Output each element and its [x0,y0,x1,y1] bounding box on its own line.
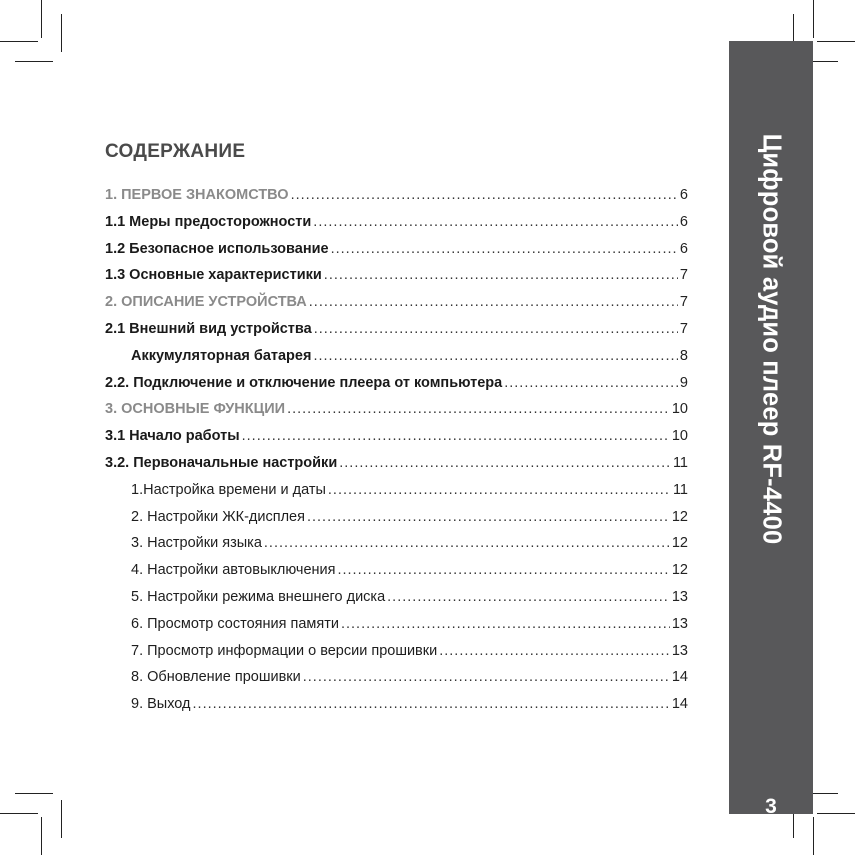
toc-entry-label: 9. Выход [131,696,191,713]
toc-entry-page: 8 [679,347,688,364]
toc-entry[interactable] [105,321,688,348]
table-of-contents [105,187,688,723]
toc-entry-page: 10 [671,401,688,418]
toc-entry-page: 6 [679,240,688,257]
toc-entry-label: 7. Просмотр информации о версии прошивки [131,642,438,659]
toc-entry-page: 13 [671,588,688,605]
crop-mark [813,0,814,38]
toc-entry-page: 12 [671,562,688,579]
page-number: 3 [765,795,777,818]
toc-entry[interactable] [105,696,688,723]
toc-entry-label: 2. Настройки ЖК-дисплея [131,508,305,525]
toc-entry[interactable] [105,616,688,643]
toc-entry[interactable] [105,428,688,455]
dot-leader [341,616,670,632]
toc-entry[interactable] [105,348,688,375]
toc-entry-page: 6 [679,213,688,230]
toc-entry[interactable] [105,187,688,214]
dot-leader [337,562,669,578]
toc-entry-label: 2.2. Подключение и отключение плеера от компьютера [105,374,503,391]
side-band [729,41,813,818]
toc-entry[interactable] [105,589,688,616]
toc-entry[interactable] [105,375,688,402]
crop-mark [61,800,62,838]
toc-entry-page: 12 [671,508,688,525]
toc-entry-label: 8. Обновление прошивки [131,669,301,686]
toc-entry[interactable] [105,267,688,294]
dot-leader [314,321,678,337]
toc-entry-page: 13 [671,615,688,632]
dot-leader [287,401,670,417]
toc-entry-page: 7 [679,294,688,311]
toc-entry[interactable] [105,214,688,241]
product-title: Цифровой аудио плеер RF-4400 [757,133,786,545]
toc-entry-label: 3.1 Начало работы [105,428,240,445]
toc-entry-page: 7 [679,320,688,337]
toc-entry-label: 1. ПЕРВОЕ ЗНАКОМСТВО [105,187,289,203]
dot-leader [291,187,678,203]
toc-entry-page: 10 [671,428,688,445]
dot-leader [439,643,670,659]
dot-leader [331,241,678,257]
toc-entry-page: 13 [671,642,688,659]
toc-entry-label: 3.2. Первоначальные настройки [105,454,338,471]
toc-entry-label: 5. Настройки режима внешнего диска [131,588,386,605]
toc-entry-label: 1.Настройка времени и даты [131,481,326,498]
toc-entry[interactable] [105,294,688,321]
dot-leader [309,294,678,310]
toc-entry-label: 4. Настройки автовыключения [131,562,336,579]
toc-entry-page: 14 [671,669,688,686]
toc-entry-label: 1.2 Безопасное использование [105,240,329,257]
toc-entry[interactable] [105,669,688,696]
crop-mark [15,61,53,62]
toc-entry-page: 11 [672,481,688,498]
dot-leader [387,589,670,605]
crop-mark [61,14,62,52]
toc-entry[interactable] [105,401,688,428]
toc-entry-label: 3. Настройки языка [131,535,262,552]
toc-entry[interactable] [105,509,688,536]
crop-mark [41,0,42,38]
crop-mark [0,813,38,814]
dot-leader [339,455,671,471]
dot-leader [328,482,671,498]
toc-entry[interactable] [105,535,688,562]
toc-entry-label: 6. Просмотр состояния памяти [131,615,339,632]
toc-entry-label: Аккумуляторная батарея [131,347,312,364]
crop-mark [817,41,855,42]
toc-heading: СОДЕРЖАНИЕ [105,141,246,162]
dot-leader [324,267,678,283]
toc-entry-label: 2.1 Внешний вид устройства [105,320,312,337]
toc-entry-page: 6 [679,187,688,203]
toc-entry-page: 14 [671,696,688,713]
toc-entry-page: 9 [679,374,688,391]
dot-leader [307,509,670,525]
toc-entry[interactable] [105,455,688,482]
toc-entry[interactable] [105,241,688,268]
toc-entry[interactable] [105,562,688,589]
crop-mark [15,793,53,794]
dot-leader [242,428,670,444]
toc-entry[interactable] [105,482,688,509]
dot-leader [313,214,678,230]
toc-entry-page: 12 [671,535,688,552]
toc-entry-page: 11 [672,454,688,471]
toc-entry[interactable] [105,643,688,670]
crop-mark [0,41,38,42]
dot-leader [303,669,670,685]
toc-entry-label: 3. ОСНОВНЫЕ ФУНКЦИИ [105,401,286,418]
toc-entry-label: 1.3 Основные характеристики [105,267,322,284]
crop-mark [41,817,42,855]
dot-leader [193,696,670,712]
toc-entry-page: 7 [679,267,688,284]
crop-mark [813,817,814,855]
dot-leader [264,535,670,551]
dot-leader [313,348,677,364]
dot-leader [504,375,678,391]
toc-entry-label: 2. ОПИСАНИЕ УСТРОЙСТВА [105,294,307,311]
crop-mark [817,813,855,814]
toc-entry-label: 1.1 Меры предосторожности [105,213,312,230]
